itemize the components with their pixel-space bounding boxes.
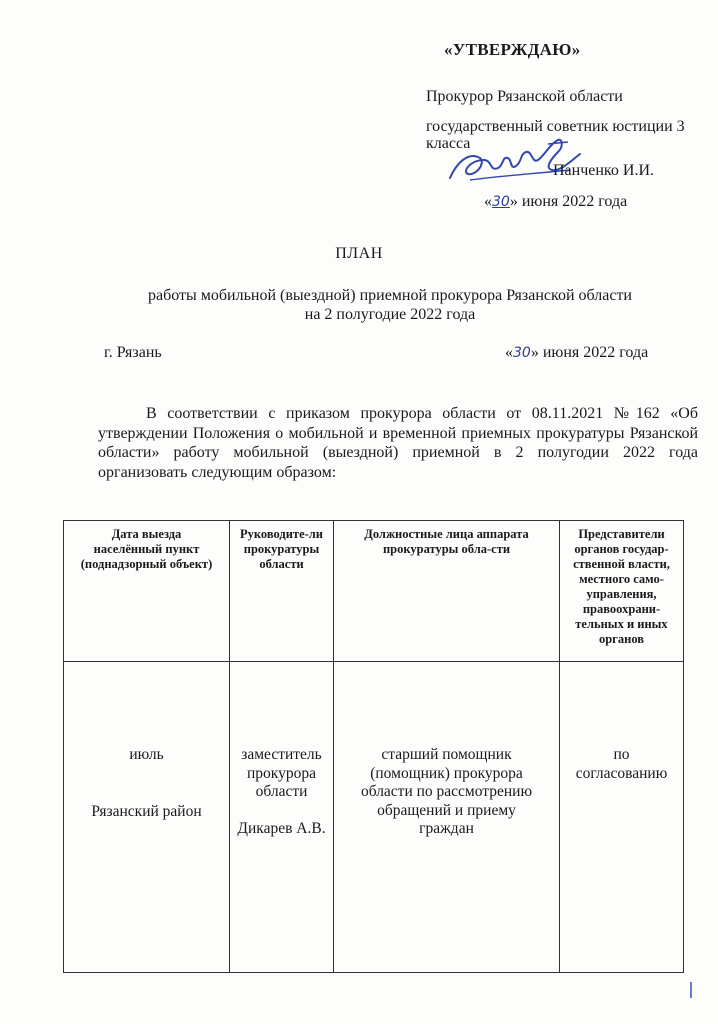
document-city: г. Рязань: [104, 344, 162, 361]
cell-leader: [230, 662, 334, 973]
row-representatives: по согласованию: [575, 746, 668, 782]
approver-rank: государственный советник юстиции 3 класса: [426, 118, 685, 152]
document-title: ПЛАН: [335, 245, 383, 262]
document-date: «30» июня 2022 года: [505, 344, 649, 361]
cell-officials: [334, 662, 560, 973]
approver-name: Панченко И.И.: [553, 162, 654, 179]
header-representatives: Представители органов государ-ственной власти, местного само-управления, правоохрани-тельных и иных органов: [560, 521, 684, 662]
row-month: июль: [129, 746, 164, 763]
row-district: Рязанский район: [91, 802, 202, 820]
row-leader-role: заместитель прокурора области: [241, 746, 322, 800]
approval-date-day: 30: [492, 194, 510, 210]
row-officials: старший помощник (помощник) прокурора области по рассмотрению обращений и приему граждан: [360, 746, 533, 837]
approval-heading: «УТВЕРЖДАЮ»: [444, 40, 581, 59]
document-date-day: 30: [513, 345, 531, 361]
table-row: [64, 662, 684, 973]
cell-date-location: [64, 662, 230, 973]
document-body: В соответствии с приказом прокурора области от 08.11.2021 №162 «Об утверждении Положения о мобильной и временной приемных прокуратуры Рязанской области» работу мобильной (выездной) приемной в 2 полугодии 2022 года организовать следующим образом:: [98, 405, 698, 481]
pen-mark: [690, 982, 692, 998]
header-leaders: Руководите-ли прокуратуры области: [230, 521, 334, 662]
document-subtitle: работы мобильной (выездной) приемной прокурора Рязанской области на 2 полугодие 2022 года: [148, 287, 632, 323]
table-header-row: [64, 521, 684, 662]
header-officials: Должностные лица аппарата прокуратуры обла-сти: [334, 521, 560, 662]
approver-position: Прокурор Рязанской области: [426, 88, 623, 105]
cell-representatives: [560, 662, 684, 973]
approval-date: «30» июня 2022 года: [484, 193, 628, 210]
row-leader-name: Дикарев А.В.: [237, 819, 326, 837]
handwritten-signature: [440, 130, 590, 192]
header-date-location: Дата выезда населённый пункт (поднадзорный объект): [64, 521, 230, 662]
plan-table: [63, 520, 684, 973]
